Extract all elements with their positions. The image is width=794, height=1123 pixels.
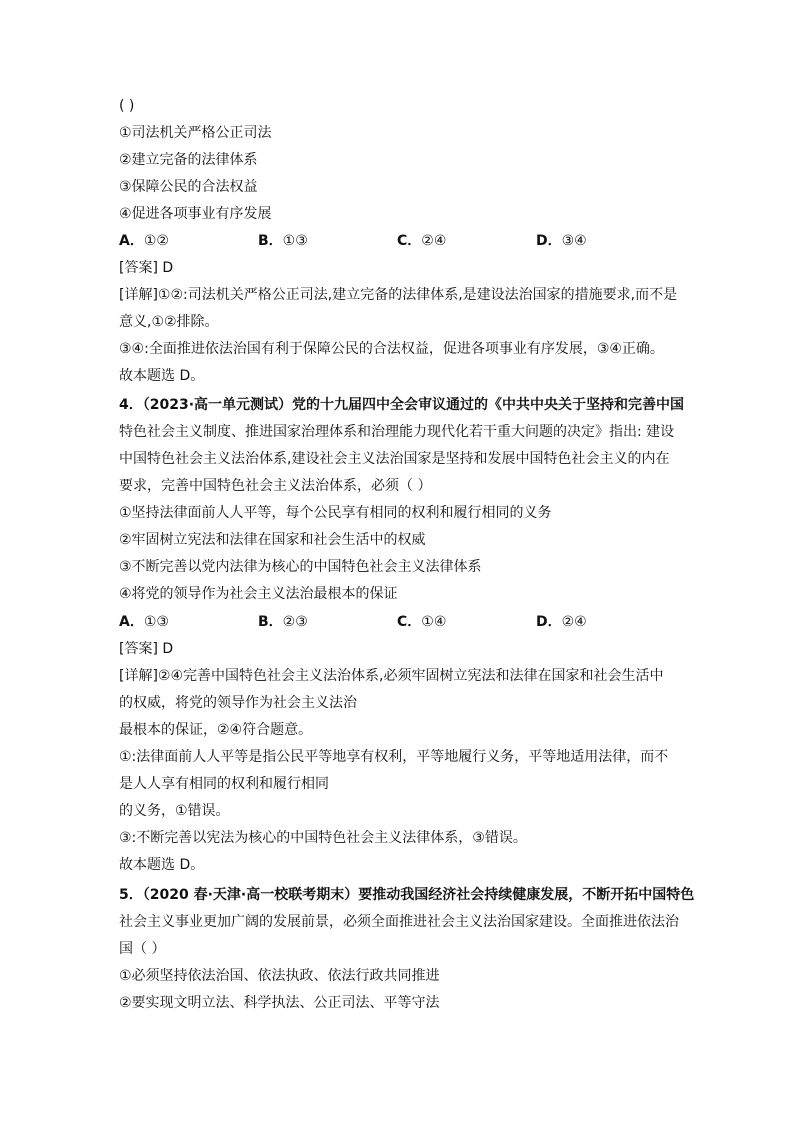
q4-stem-line-4: 要求，完善中国特色社会主义法治体系，必须（ ） <box>119 478 432 494</box>
q3-option-d: D．③④ <box>536 233 587 249</box>
q5-stem-line-3: 国（ ） <box>119 941 166 957</box>
q4-stem-line-2: 特色社会主义制度、推进国家治理体系和治理能力现代化若干重大问题的决定》指出: 建设 <box>119 424 675 440</box>
q3-option-c: C．②④ <box>397 233 447 249</box>
q3-detail-line-1: [详解]①②:司法机关严格公正司法,建立完备的法律体系,是建设法治国家的措施要求,而不是 <box>119 287 678 303</box>
q4-option-a: A．①③ <box>119 614 169 630</box>
q5-statement-1: ①必须坚持依法治国、依法执政、依法行政共同推进 <box>119 968 440 984</box>
q4-option-b: B．②③ <box>258 614 308 630</box>
q4-detail-line-3: 最根本的保证，②④符合题意。 <box>119 722 313 738</box>
q4-detail-line-5: 是人人享有相同的权利和履行相同 <box>119 776 329 792</box>
q3-statement-3: ③保障公民的合法权益 <box>119 179 258 195</box>
q3-detail-line-3: ③④:全面推进依法治国有利于保障公民的合法权益，促进各项事业有序发展，③④正确。 <box>119 341 664 357</box>
q3-statement-1: ①司法机关严格公正司法 <box>119 125 272 141</box>
q4-option-d: D．②④ <box>536 614 587 630</box>
q3-answer: [答案] D <box>119 260 174 276</box>
q3-option-a: A．①② <box>119 233 169 249</box>
q4-statement-2: ②牢固树立宪法和法律在国家和社会生活中的权威 <box>119 532 426 548</box>
q3-detail-line-2: 意义,①②排除。 <box>119 314 219 330</box>
q5-stem-line-1: 5．（2020 春·天津·高一校联考期末）要推动我国经济社会持续健康发展，不断开拓中国特色 <box>119 887 695 903</box>
q4-stem-line-1: 4．（2023·高一单元测试）党的十九届四中全会审议通过的《中共中央关于坚持和完善中国 <box>119 397 685 413</box>
q4-answer: [答案] D <box>119 641 174 657</box>
q3-statement-2: ②建立完备的法律体系 <box>119 152 258 168</box>
q5-stem-line-2: 社会主义事业更加广阔的发展前景，必须全面推进社会主义法治国家建设。全面推进依法治 <box>119 914 679 930</box>
q5-statement-2: ②要实现文明立法、科学执法、公正司法、平等守法 <box>119 995 440 1011</box>
q4-statement-3: ③不断完善以党内法律为核心的中国特色社会主义法律体系 <box>119 559 482 575</box>
q4-detail-line-7: ③:不断完善以宪法为核心的中国特色社会主义法律体系，③错误。 <box>119 830 527 846</box>
q4-statement-4: ④将党的领导作为社会主义法治最根本的保证 <box>119 586 398 602</box>
q4-conclusion: 故本题选 D。 <box>119 857 205 873</box>
q3-paren: ( ) <box>119 98 135 114</box>
q4-option-c: C．①④ <box>397 614 447 630</box>
q3-conclusion: 故本题选 D。 <box>119 368 205 384</box>
q4-detail-line-2: 的权威，将党的领导作为社会主义法治 <box>119 695 357 711</box>
q4-statement-1: ①坚持法律面前人人平等，每个公民享有相同的权利和履行相同的义务 <box>119 505 552 521</box>
q4-detail-line-6: 的义务，①错误。 <box>119 803 230 819</box>
q4-detail-line-4: ①:法律面前人人平等是指公民平等地享有权利，平等地履行义务，平等地适用法律，而不 <box>119 749 669 765</box>
q4-stem-line-3: 中国特色社会主义法治体系,建设社会主义法治国家是坚持和发展中国特色社会主义的内在 <box>119 451 670 467</box>
q3-option-b: B．①③ <box>258 233 308 249</box>
q4-detail-line-1: [详解]②④完善中国特色社会主义法治体系,必须牢固树立宪法和法律在国家和社会生活中 <box>119 668 664 684</box>
q3-statement-4: ④促进各项事业有序发展 <box>119 206 272 222</box>
